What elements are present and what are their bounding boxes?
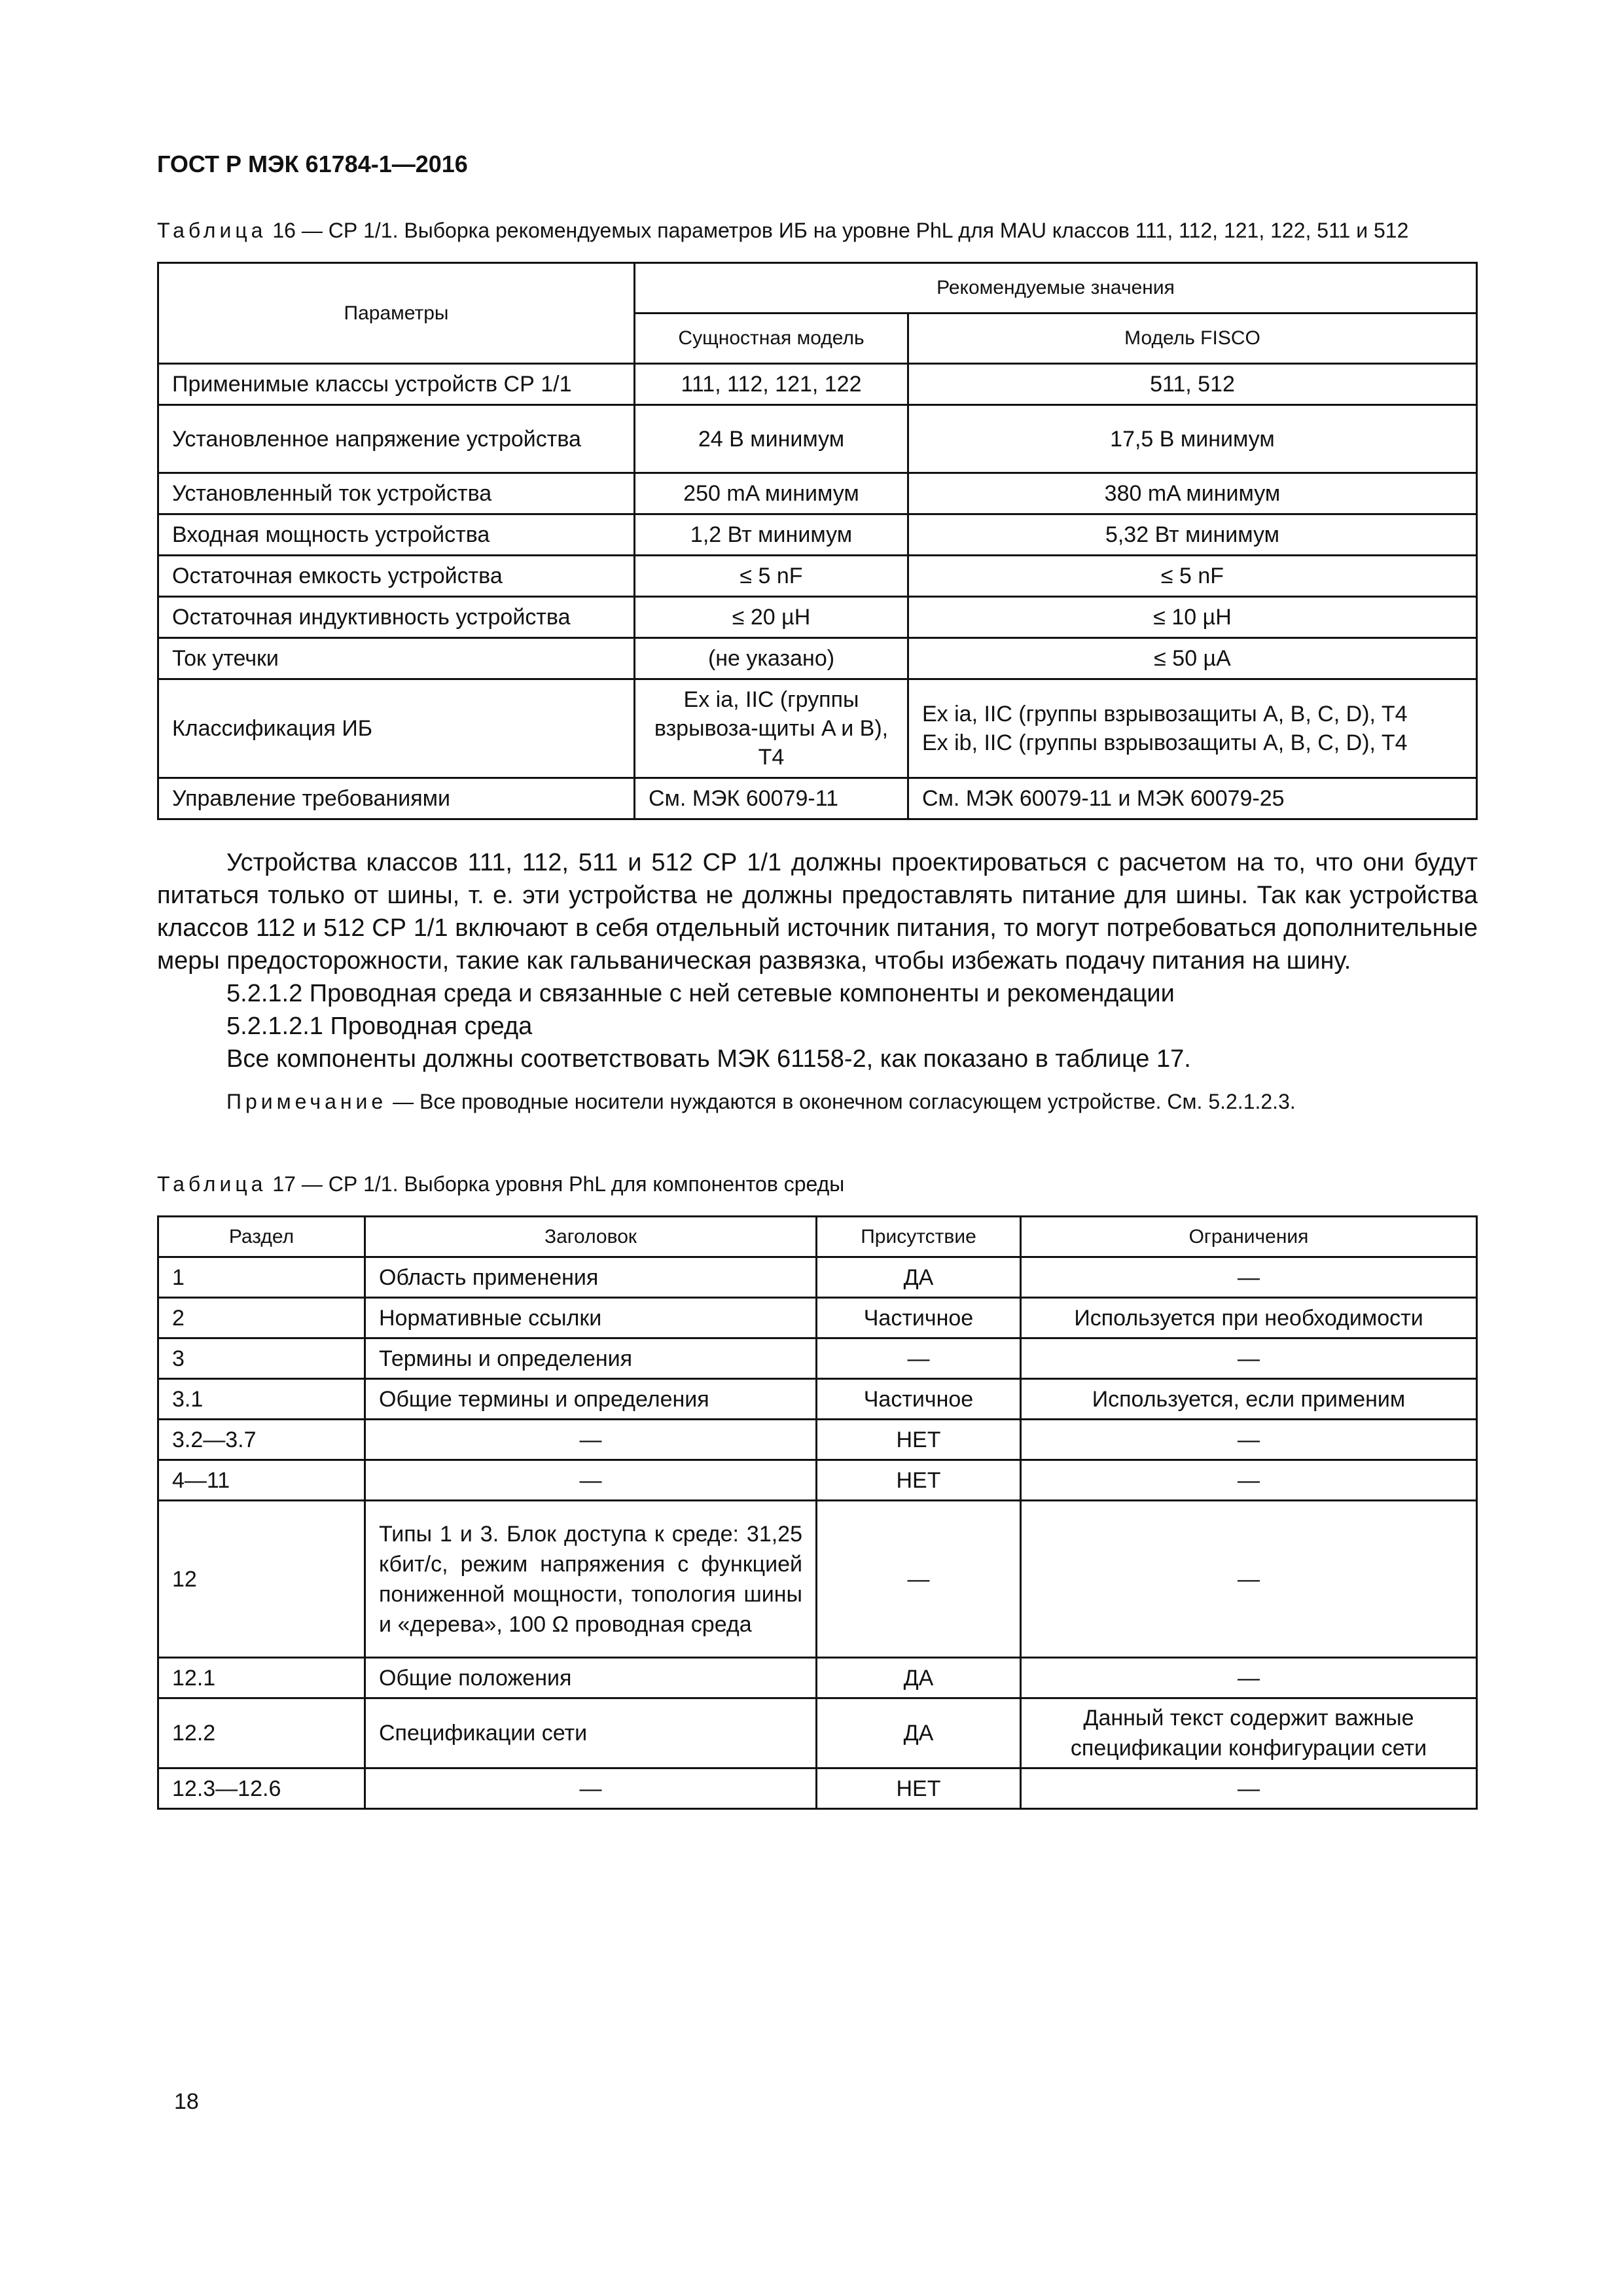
table16-entity: ≤ 5 nF bbox=[635, 556, 908, 597]
table17-section: 12 bbox=[158, 1501, 365, 1658]
table-row bbox=[158, 1379, 1477, 1420]
table17-header-limits: Ограничения bbox=[1021, 1217, 1477, 1257]
table16-entity: См. МЭК 60079-11 bbox=[635, 778, 908, 819]
table16-fisco-line2: Ex ib, IIC (группы взрывозащиты A, B, C, D), T4 bbox=[922, 730, 1408, 755]
note-text: — Все проводные носители нуждаются в оконечном согласующем устройстве. См. 5.2.1.2.3. bbox=[387, 1090, 1296, 1113]
table-row bbox=[158, 1298, 1477, 1338]
table16-fisco: 511, 512 bbox=[908, 364, 1477, 405]
table16-caption-text: 16 — СР 1/1. Выборка рекомендуемых параметров ИБ на уровне PhL для MAU классов 111, 112, 121, 122, 511 и 512 bbox=[266, 219, 1409, 242]
table16-fisco: ≤ 10 µH bbox=[908, 597, 1477, 638]
table-row bbox=[158, 1338, 1477, 1379]
table16-fisco: ≤ 5 nF bbox=[908, 556, 1477, 597]
table-row bbox=[158, 597, 1477, 638]
table17-presence: НЕТ bbox=[817, 1420, 1021, 1460]
table-row bbox=[158, 638, 1477, 679]
table16-entity: (не указано) bbox=[635, 638, 908, 679]
table-row bbox=[158, 1768, 1477, 1809]
table-row bbox=[158, 364, 1477, 405]
table17-section: 3.2—3.7 bbox=[158, 1420, 365, 1460]
table16-param: Установленный ток устройства bbox=[158, 473, 635, 514]
table16-entity: ≤ 20 µH bbox=[635, 597, 908, 638]
table-row bbox=[158, 1698, 1477, 1768]
table17-presence: Частичное bbox=[817, 1379, 1021, 1420]
table-row bbox=[158, 778, 1477, 819]
table16-entity: 250 mA минимум bbox=[635, 473, 908, 514]
table17-caption-text: 17 — СР 1/1. Выборка уровня PhL для компонентов среды bbox=[266, 1172, 845, 1196]
table17-header-section: Раздел bbox=[158, 1217, 365, 1257]
table17-presence: ДА bbox=[817, 1698, 1021, 1768]
table16-fisco-line1: Ex ia, IIC (группы взрывозащиты A, B, C, D), T4 bbox=[922, 702, 1408, 726]
table17-header-title: Заголовок bbox=[365, 1217, 817, 1257]
table17-section: 1 bbox=[158, 1257, 365, 1298]
table17-limits: Используется, если применим bbox=[1021, 1379, 1477, 1420]
note-label: Примечание bbox=[226, 1090, 387, 1113]
section-heading-5-2-1-2: 5.2.1.2 Проводная среда и связанные с ней сетевые компоненты и рекомендации bbox=[226, 980, 1175, 1007]
table17-title: — bbox=[365, 1768, 817, 1809]
table16-header-params: Параметры bbox=[158, 263, 635, 364]
table17-limits: — bbox=[1021, 1257, 1477, 1298]
table16-fisco: 380 mA минимум bbox=[908, 473, 1477, 514]
table16-fisco bbox=[908, 679, 1477, 778]
table17-presence: НЕТ bbox=[817, 1768, 1021, 1809]
table17-title: Общие термины и определения bbox=[365, 1379, 817, 1420]
table-row bbox=[158, 1658, 1477, 1698]
table17-limits: — bbox=[1021, 1501, 1477, 1658]
table16-header-entity: Сущностная модель bbox=[635, 314, 908, 364]
table17-limits: — bbox=[1021, 1460, 1477, 1501]
table17-caption-prefix: Таблица bbox=[157, 1172, 267, 1196]
table17-section: 12.1 bbox=[158, 1658, 365, 1698]
table17-title: Область применения bbox=[365, 1257, 817, 1298]
table17-presence: НЕТ bbox=[817, 1460, 1021, 1501]
table17-limits: — bbox=[1021, 1658, 1477, 1698]
table17-title: Термины и определения bbox=[365, 1338, 817, 1379]
table-row bbox=[158, 1420, 1477, 1460]
table17-section: 12.3—12.6 bbox=[158, 1768, 365, 1809]
table17-presence: — bbox=[817, 1338, 1021, 1379]
table17-presence: Частичное bbox=[817, 1298, 1021, 1338]
table16-param: Управление требованиями bbox=[158, 778, 635, 819]
standard-header: ГОСТ Р МЭК 61784-1—2016 bbox=[157, 151, 468, 177]
table16-entity: Ex ia, IIC (группы взрывоза-щиты A и B), T4 bbox=[635, 679, 908, 778]
page-number: 18 bbox=[174, 2089, 199, 2114]
body-paragraph-1: Устройства классов 111, 112, 511 и 512 СР 1/1 должны проектироваться с расчетом на то, что они будут питаться только от шины, т. е. эти устройства не должны предоставлять питание для шины. Так как устройства классов 112 и 512 СР 1/1 включают в себя отдельный источник питания, то могут потребоваться дополнительные меры предосторожности, такие как гальваническая развязка, чтобы избежать подачу питания на шину. bbox=[157, 849, 1478, 975]
table16-fisco: 17,5 В минимум bbox=[908, 405, 1477, 473]
table17-section: 12.2 bbox=[158, 1698, 365, 1768]
table17-limits: — bbox=[1021, 1420, 1477, 1460]
table17-section: 4—11 bbox=[158, 1460, 365, 1501]
table16-param: Применимые классы устройств СР 1/1 bbox=[158, 364, 635, 405]
table-row bbox=[158, 1257, 1477, 1298]
table17-presence: ДА bbox=[817, 1658, 1021, 1698]
table17-title: Нормативные ссылки bbox=[365, 1298, 817, 1338]
table17-limits: — bbox=[1021, 1768, 1477, 1809]
table16-entity: 111, 112, 121, 122 bbox=[635, 364, 908, 405]
table17 bbox=[157, 1215, 1478, 1810]
body-paragraph-2: Все компоненты должны соответствовать МЭК 61158-2, как показано в таблице 17. bbox=[226, 1045, 1191, 1073]
table17-presence: — bbox=[817, 1501, 1021, 1658]
table17-section: 3 bbox=[158, 1338, 365, 1379]
section-heading-5-2-1-2-1: 5.2.1.2.1 Проводная среда bbox=[226, 1013, 533, 1040]
table16-header-recommended: Рекомендуемые значения bbox=[635, 263, 1477, 314]
table17-title: Общие положения bbox=[365, 1658, 817, 1698]
table16-param: Установленное напряжение устройства bbox=[158, 405, 635, 473]
table16-param: Ток утечки bbox=[158, 638, 635, 679]
table-row bbox=[158, 1501, 1477, 1658]
table16-caption bbox=[157, 216, 1478, 245]
table17-limits: Используется при необходимости bbox=[1021, 1298, 1477, 1338]
table17-title: — bbox=[365, 1460, 817, 1501]
table-row bbox=[158, 679, 1477, 778]
table17-limits: Данный текст содержит важные спецификации конфигурации сети bbox=[1021, 1698, 1477, 1768]
table16-caption-prefix: Таблица bbox=[157, 219, 267, 242]
table17-section: 2 bbox=[158, 1298, 365, 1338]
table16-entity: 1,2 Вт минимум bbox=[635, 514, 908, 556]
table-row bbox=[158, 473, 1477, 514]
table17-section: 3.1 bbox=[158, 1379, 365, 1420]
table16 bbox=[157, 262, 1478, 820]
table16-entity: 24 В минимум bbox=[635, 405, 908, 473]
table17-caption bbox=[157, 1170, 1478, 1198]
table17-title: — bbox=[365, 1420, 817, 1460]
table-row bbox=[158, 514, 1477, 556]
table16-fisco: 5,32 Вт минимум bbox=[908, 514, 1477, 556]
table-row bbox=[158, 405, 1477, 473]
table16-param: Классификация ИБ bbox=[158, 679, 635, 778]
table16-param: Остаточная емкость устройства bbox=[158, 556, 635, 597]
table17-title: Типы 1 и 3. Блок доступа к среде: 31,25 кбит/с, режим напряжения с функцией пониженной мощности, топология шины и «дерева», 100 Ω проводная среда bbox=[365, 1501, 817, 1658]
table16-fisco: ≤ 50 µA bbox=[908, 638, 1477, 679]
table17-limits: — bbox=[1021, 1338, 1477, 1379]
table-row bbox=[158, 1460, 1477, 1501]
table16-fisco: См. МЭК 60079-11 и МЭК 60079-25 bbox=[908, 778, 1477, 819]
table-row bbox=[158, 556, 1477, 597]
table17-title: Спецификации сети bbox=[365, 1698, 817, 1768]
table16-param: Входная мощность устройства bbox=[158, 514, 635, 556]
document-page bbox=[157, 151, 1478, 1810]
note bbox=[157, 1087, 1478, 1116]
table17-header-presence: Присутствие bbox=[817, 1217, 1021, 1257]
table16-param: Остаточная индуктивность устройства bbox=[158, 597, 635, 638]
table16-header-fisco: Модель FISCO bbox=[908, 314, 1477, 364]
table17-presence: ДА bbox=[817, 1257, 1021, 1298]
